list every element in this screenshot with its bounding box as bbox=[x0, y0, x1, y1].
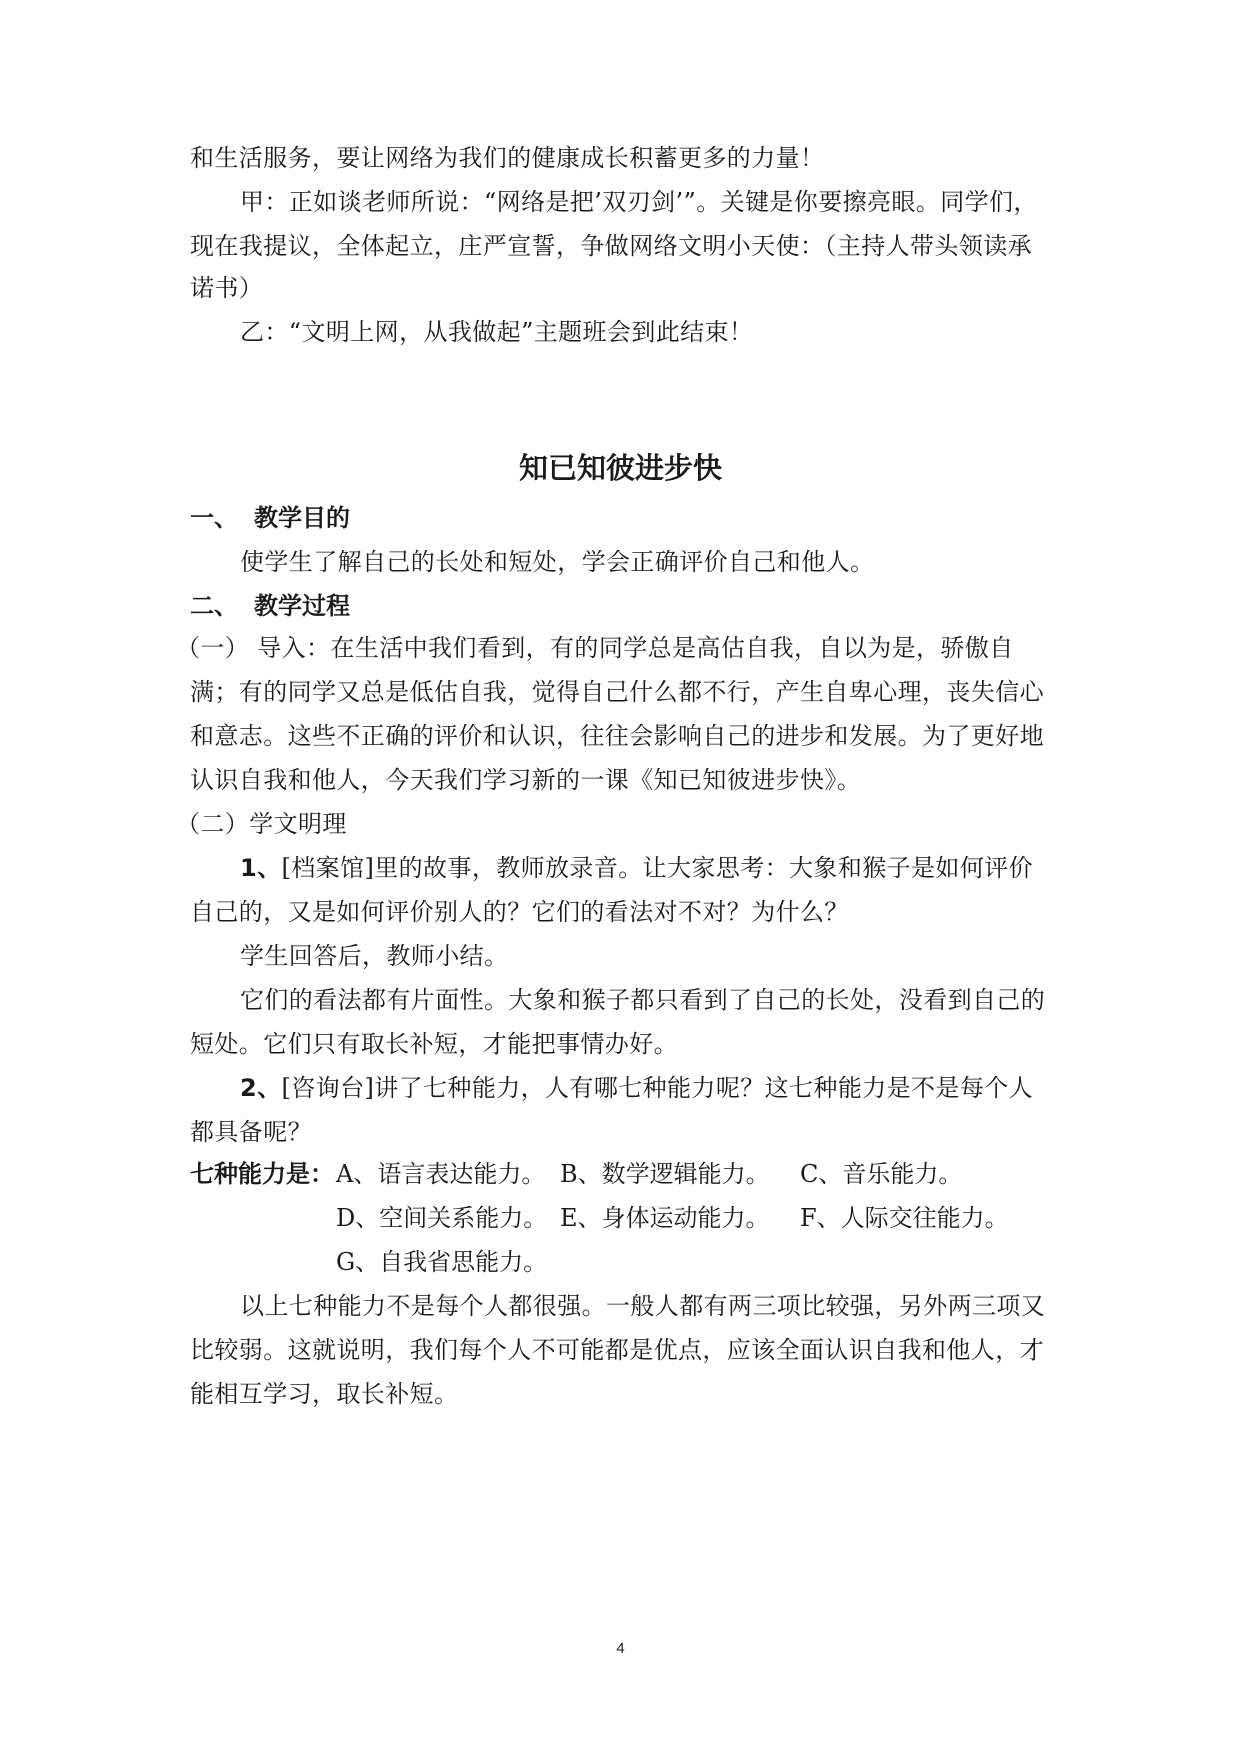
body-text-line: 诺书） bbox=[190, 274, 264, 302]
intro-line: 和意志。这些不正确的评价和认识，往往会影响自己的进步和发展。为了更好地 bbox=[190, 722, 1044, 750]
ability-item: F、人际交往能力。 bbox=[800, 1204, 1009, 1232]
answer-note: 学生回答后，教师小结。 bbox=[240, 942, 509, 970]
item-1-line bbox=[240, 852, 1070, 884]
body-text-line: 和生活服务，要让网络为我们的健康成长积蓄更多的力量！ bbox=[190, 144, 825, 172]
section-number: 二、 bbox=[190, 592, 238, 620]
ability-item: B、数学逻辑能力。 bbox=[560, 1160, 770, 1188]
subsection-label: （二）学文明理 bbox=[176, 810, 347, 838]
summary-line: 它们的看法都有片面性。大象和猴子都只看到了自己的长处，没看到自己的 bbox=[240, 986, 1046, 1014]
body-text-line: 现在我提议，全体起立，庄严宣誓，争做网络文明小天使：（主持人带头领读承 bbox=[190, 232, 1032, 260]
conclusion-line: 比较弱。这就说明，我们每个人不可能都是优点，应该全面认识自我和他人，才 bbox=[190, 1336, 1044, 1364]
ability-item: A、语言表达能力。 bbox=[336, 1160, 546, 1188]
item-1-line: 自己的，又是如何评价别人的？它们的看法对不对？为什么？ bbox=[190, 898, 849, 926]
section-text: 使学生了解自己的长处和短处，学会正确评价自己和他人。 bbox=[240, 548, 875, 576]
intro-line: 满；有的同学又总是低估自我，觉得自己什么都不行，产生自卑心理，丧失信心 bbox=[190, 678, 1044, 706]
abilities-label: 七种能力是： bbox=[190, 1160, 334, 1188]
item-2-line: 都具备呢？ bbox=[190, 1118, 312, 1146]
intro-line: （一） 导入：在生活中我们看到，有的同学总是高估自我，自以为是，骄傲自 bbox=[176, 634, 1014, 662]
ability-item: C、音乐能力。 bbox=[800, 1160, 963, 1188]
ability-item: E、身体运动能力。 bbox=[560, 1204, 770, 1232]
conclusion-line: 能相互学习，取长补短。 bbox=[190, 1380, 459, 1408]
section-heading-2 bbox=[190, 590, 350, 622]
ability-item: D、空间关系能力。 bbox=[336, 1204, 548, 1232]
page-number: 4 bbox=[616, 1640, 625, 1657]
section-title: 教学目的 bbox=[254, 504, 350, 532]
lesson-title: 知已知彼进步快 bbox=[518, 451, 722, 485]
item-2-line bbox=[240, 1072, 1070, 1104]
conclusion-line: 以上七种能力不是每个人都很强。一般人都有两三项比较强，另外两三项又 bbox=[240, 1292, 1046, 1320]
item-number: 1、 bbox=[240, 854, 282, 882]
item-number: 2、 bbox=[240, 1074, 282, 1102]
intro-line: 认识自我和他人，今天我们学习新的一课《知已知彼进步快》。 bbox=[190, 766, 862, 794]
body-text-line: 甲：正如谈老师所说：“网络是把’双刃剑’”。关键是你要擦亮眼。同学们， bbox=[240, 188, 1038, 216]
item-text: [档案馆]里的故事，教师放录音。让大家思考：大象和猴子是如何评价 bbox=[281, 854, 1034, 882]
body-text-line: 乙：“文明上网，从我做起”主题班会到此结束！ bbox=[240, 318, 754, 346]
item-text: [咨询台]讲了七种能力，人有哪七种能力呢？这七种能力是不是每个人 bbox=[281, 1074, 1034, 1102]
summary-line: 短处。它们只有取长补短，才能把事情办好。 bbox=[190, 1030, 678, 1058]
section-number: 一、 bbox=[190, 504, 238, 532]
section-heading-1 bbox=[190, 502, 350, 534]
section-title: 教学过程 bbox=[254, 592, 350, 620]
ability-item: G、自我省思能力。 bbox=[336, 1248, 548, 1276]
